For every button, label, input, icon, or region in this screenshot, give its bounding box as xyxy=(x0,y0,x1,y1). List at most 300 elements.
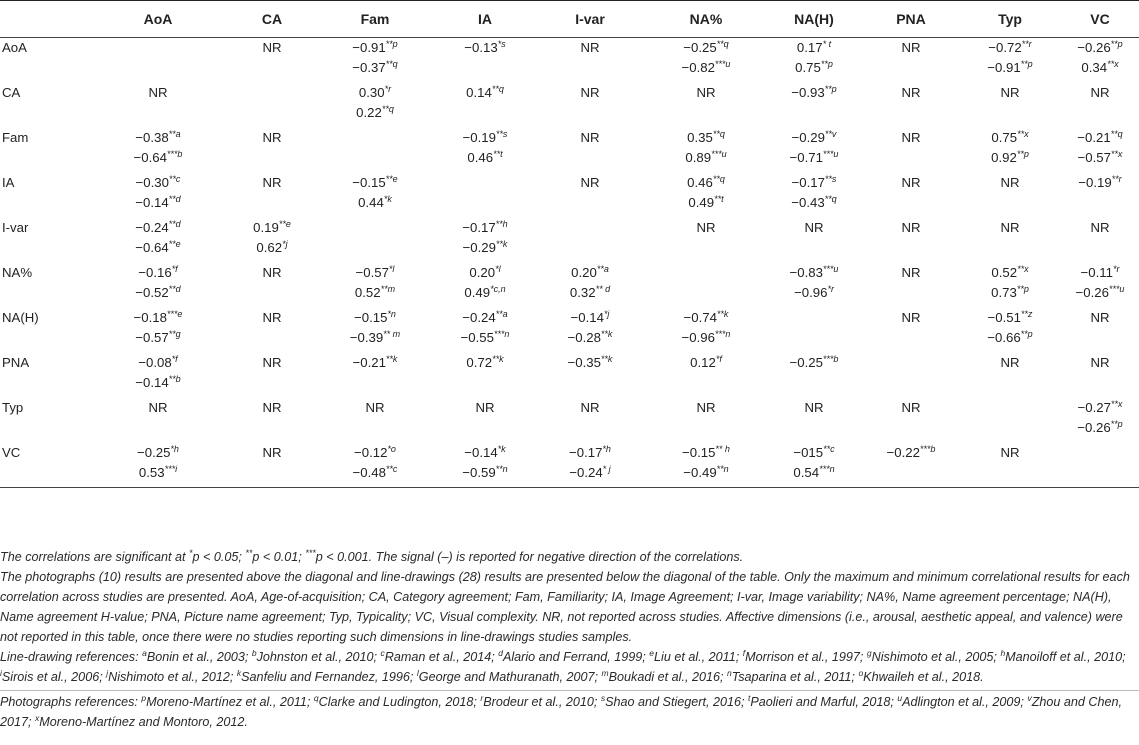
table-cell xyxy=(313,83,437,128)
cell-value: NR xyxy=(696,219,716,235)
table-cell xyxy=(1061,443,1139,488)
table-cell xyxy=(765,128,863,173)
reference-item: $^h$Manoiloff et al., 2010; xyxy=(1000,648,1126,664)
cell-value: $-0.21^{**k}$ xyxy=(352,353,398,370)
cell-value: $-0.48^{**c}$ xyxy=(352,463,398,480)
cell-value: NR xyxy=(148,399,168,415)
table-row xyxy=(0,398,1139,443)
table-cell xyxy=(231,83,313,128)
significance-superscript: **t xyxy=(493,148,503,159)
significance-superscript: ** d xyxy=(595,283,611,294)
cell-value: 0.49$^{**t}$ xyxy=(688,193,724,210)
column-header: VC xyxy=(1061,1,1139,38)
note-text: p < 0.001. The signal (–) is reported for negative direction of the correlations. xyxy=(315,550,744,564)
significance-superscript: * t xyxy=(822,39,832,49)
cell-value: NR xyxy=(901,40,921,55)
significance-superscript: **a xyxy=(168,128,181,139)
cell-value: NR xyxy=(365,399,385,415)
cell-value: NR xyxy=(1090,354,1110,370)
cell-value: $-0.57^{**g}$ xyxy=(135,328,181,345)
cell-value: NR xyxy=(580,40,600,55)
cell-value: $-0.96^{*r}$ xyxy=(794,283,834,300)
column-header: NA% xyxy=(647,1,765,38)
cell-value: NR xyxy=(262,40,282,55)
significance-superscript: *r xyxy=(1112,263,1120,274)
cell-value: $-0.08^{*f}$ xyxy=(138,353,178,370)
cell-value: $-0.26^{***u}$ xyxy=(1075,283,1125,300)
cell-value: $-0.64^{***b}$ xyxy=(133,148,183,165)
cell-value: NR xyxy=(901,309,921,325)
table-row xyxy=(0,83,1139,128)
table-cell xyxy=(863,218,959,263)
cell-value: 0.73$^{**p}$ xyxy=(991,283,1029,300)
table-cell xyxy=(85,398,231,443)
cell-value: NR xyxy=(1090,219,1110,235)
cell-value: 0.75$^{**p}$ xyxy=(795,59,833,75)
cell-value: NR xyxy=(1090,84,1110,100)
significance-superscript: **q xyxy=(381,103,394,114)
cell-value: $-0.93^{**p}$ xyxy=(791,83,837,100)
cell-value: $-0.27^{**x}$ xyxy=(1077,398,1123,415)
table-row xyxy=(0,173,1139,218)
cell-value: NR xyxy=(901,174,921,190)
table-row xyxy=(0,263,1139,308)
cell-value: $-0.49^{**n}$ xyxy=(683,463,729,480)
table-cell xyxy=(85,128,231,173)
table-cell xyxy=(765,263,863,308)
significance-superscript: **p xyxy=(824,83,837,94)
table-notes xyxy=(0,547,1139,732)
reference-item: $^a$Bonin et al., 2003; xyxy=(142,648,252,664)
cell-value: 0.30$^{*r}$ xyxy=(358,83,392,100)
significance-superscript: **x xyxy=(1107,59,1119,69)
table-cell xyxy=(863,263,959,308)
significance-superscript: **v xyxy=(824,128,837,139)
table-cell xyxy=(313,128,437,173)
row-label: IA xyxy=(2,174,15,190)
table-cell xyxy=(437,173,533,218)
significance-superscript: **p xyxy=(1016,283,1029,294)
significance-superscript: **p xyxy=(1110,39,1123,49)
cell-value: 0.72$^{**k}$ xyxy=(466,353,504,370)
cell-value: 0.32$^{** d}$ xyxy=(569,283,611,300)
cell-value: NR xyxy=(262,354,282,370)
table-cell xyxy=(959,308,1061,353)
table-cell xyxy=(437,128,533,173)
photograph-references xyxy=(0,690,1139,732)
cell-value: $-0.14^{**d}$ xyxy=(135,193,181,210)
significance-superscript: **q xyxy=(712,128,725,139)
table-cell xyxy=(231,353,313,398)
table-cell xyxy=(437,83,533,128)
table-cell xyxy=(533,218,647,263)
cell-value: $-0.14^{*k}$ xyxy=(464,443,506,460)
cell-value: $-0.24^{* j}$ xyxy=(569,463,611,480)
cell-value: $-0.15^{**e}$ xyxy=(352,173,398,190)
significance-superscript: **x xyxy=(1110,398,1123,409)
cell-value: NR xyxy=(262,129,282,145)
cell-value: NR xyxy=(580,129,600,145)
column-header: Typ xyxy=(959,1,1061,38)
significance-superscript: **m xyxy=(380,283,396,294)
header-row xyxy=(0,1,1139,38)
table-cell xyxy=(437,308,533,353)
table-cell xyxy=(313,218,437,263)
cell-value: $-0.24^{**d}$ xyxy=(135,218,181,235)
table-cell xyxy=(533,173,647,218)
table-cell xyxy=(437,443,533,488)
cell-value: $-0.82^{***u}$ xyxy=(681,59,731,75)
line-drawing-references xyxy=(0,647,1139,687)
cell-value: $-0.57^{**x}$ xyxy=(1077,148,1123,165)
table-cell xyxy=(231,443,313,488)
table-cell xyxy=(959,263,1061,308)
table-cell xyxy=(533,128,647,173)
significance-superscript: **n xyxy=(495,463,508,474)
table-cell xyxy=(647,83,765,128)
cell-value: $-0.30^{**c}$ xyxy=(135,173,181,190)
cell-value: $-0.12^{*o}$ xyxy=(354,443,396,460)
table-cell xyxy=(959,173,1061,218)
table-cell xyxy=(437,353,533,398)
row-label: AoA xyxy=(2,40,27,55)
significance-superscript: **s xyxy=(824,173,837,184)
table-cell xyxy=(1061,218,1139,263)
table-cell xyxy=(313,443,437,488)
table-cell xyxy=(765,38,863,83)
significance-superscript: *f xyxy=(715,353,722,364)
table-cell xyxy=(313,308,437,353)
table-cell xyxy=(647,308,765,353)
table-cell xyxy=(647,128,765,173)
table-cell xyxy=(959,128,1061,173)
row-label: Typ xyxy=(2,399,24,415)
cell-value: NR xyxy=(148,84,168,100)
table-cell xyxy=(959,38,1061,83)
table-cell xyxy=(959,218,1061,263)
significance-superscript: **p xyxy=(1110,418,1123,429)
cell-value: $-0.55^{***n}$ xyxy=(460,328,510,345)
table-cell xyxy=(1061,173,1139,218)
significance-superscript: ***u xyxy=(822,263,839,274)
cell-value: 0.34$^{**x}$ xyxy=(1081,59,1119,75)
table-cell xyxy=(959,398,1061,443)
cell-value: 0.44$^{*k}$ xyxy=(358,193,392,210)
reference-item: $^m$Boukadi et al., 2016; xyxy=(601,668,727,684)
cell-value: $-0.64^{**e}$ xyxy=(135,238,181,255)
cell-value: NR xyxy=(804,399,824,415)
cell-value: $-0.15^{*n}$ xyxy=(354,308,396,325)
column-header: CA xyxy=(231,1,313,38)
cell-value: NR xyxy=(901,129,921,145)
significance-superscript: **k xyxy=(600,353,613,364)
cell-value: NR xyxy=(262,399,282,415)
reference-item: $^t$Paolieri and Marful, 2018; xyxy=(747,693,898,709)
table-cell xyxy=(959,83,1061,128)
significance-superscript: **q xyxy=(712,173,725,184)
table-cell xyxy=(863,38,959,83)
table-cell xyxy=(533,83,647,128)
table-cell xyxy=(765,308,863,353)
significance-superscript: **e xyxy=(278,218,291,229)
cell-value: NR xyxy=(580,174,600,190)
cell-value: $-0.25^{**q}$ xyxy=(683,39,729,55)
cell-value: NR xyxy=(1090,309,1110,325)
significance-superscript: **q xyxy=(385,59,398,69)
cell-value: NR xyxy=(1000,174,1020,190)
row-label: Fam xyxy=(2,129,29,145)
reference-item: $^g$Nishimoto et al., 2005; xyxy=(866,648,1001,664)
significance-superscript: **d xyxy=(168,283,181,294)
significance-superscript: **d xyxy=(168,218,181,229)
significance-superscript: **x xyxy=(1017,263,1029,274)
table-cell xyxy=(1061,398,1139,443)
significance-superscript: ***b xyxy=(166,148,183,159)
table-cell xyxy=(765,83,863,128)
table-cell xyxy=(765,443,863,488)
table-row xyxy=(0,443,1139,488)
significance-superscript: ***b xyxy=(822,353,839,364)
cell-value: $-0.17^{*h}$ xyxy=(569,443,611,460)
note-text: p < 0.01; xyxy=(252,550,306,564)
cell-value: 0.35$^{**q}$ xyxy=(687,128,725,145)
significance-superscript: *r xyxy=(384,83,392,94)
significance-superscript: ***n xyxy=(714,328,731,339)
table-cell xyxy=(647,218,765,263)
table-cell xyxy=(85,263,231,308)
table-cell xyxy=(437,218,533,263)
cell-value: $-0.24^{**a}$ xyxy=(462,308,508,325)
significance-superscript: ***n xyxy=(493,328,510,339)
cell-value: 0.12$^{*f}$ xyxy=(690,353,722,370)
table-cell xyxy=(533,308,647,353)
table-cell xyxy=(231,218,313,263)
cell-value: $-015^{**c}$ xyxy=(793,443,835,460)
table-cell xyxy=(85,83,231,128)
cell-value: 0.22$^{**q}$ xyxy=(356,103,394,120)
cell-value: $-0.21^{**q}$ xyxy=(1077,128,1123,145)
cell-value: $-0.52^{**d}$ xyxy=(135,283,181,300)
significance-superscript: ***e xyxy=(166,308,183,319)
cell-value: 0.49$^{*c,n}$ xyxy=(464,283,506,300)
reference-item: $^u$Adlington et al., 2009; xyxy=(897,693,1028,709)
cell-value: NR xyxy=(901,264,921,280)
table-cell xyxy=(647,353,765,398)
significance-superscript: **h xyxy=(495,218,508,229)
table-row xyxy=(0,353,1139,398)
photo-references-heading: Photographs references: xyxy=(0,695,142,709)
cell-value: $-0.14^{*j}$ xyxy=(570,308,610,325)
significance-note xyxy=(0,547,1139,567)
table-cell xyxy=(85,308,231,353)
table-cell xyxy=(231,263,313,308)
cell-value: $-0.17^{**h}$ xyxy=(462,218,508,235)
reference-item: $^o$Khwaileh et al., 2018. xyxy=(858,668,984,684)
significance-superscript: **r xyxy=(1021,39,1032,49)
table-cell xyxy=(863,398,959,443)
reference-item: $^c$Raman et al., 2014; xyxy=(380,648,499,664)
reference-item: $^e$Liu et al., 2011; xyxy=(649,648,743,664)
significance-superscript: **k xyxy=(385,353,398,364)
cell-value: $-0.11^{*r}$ xyxy=(1080,263,1120,280)
cell-value: $-0.17^{**s}$ xyxy=(791,173,837,190)
cell-value: 0.92$^{**p}$ xyxy=(991,148,1029,165)
significance-superscript: **n xyxy=(716,463,729,474)
table-cell xyxy=(313,173,437,218)
reference-item: $^f$Morrison et al., 1997; xyxy=(742,648,867,664)
significance-superscript: ** h xyxy=(715,443,730,454)
significance-superscript: ***u xyxy=(1108,283,1125,294)
table-cell xyxy=(647,398,765,443)
column-header: NA(H) xyxy=(765,1,863,38)
row-label: PNA xyxy=(2,354,30,370)
cell-value: $-0.57^{*l}$ xyxy=(355,263,395,280)
table-cell xyxy=(533,263,647,308)
table-cell xyxy=(85,353,231,398)
significance-superscript: **e xyxy=(168,238,181,249)
note-superscript: ** xyxy=(245,548,253,558)
significance-superscript: **t xyxy=(714,193,724,204)
cell-value: NR xyxy=(1000,444,1020,460)
table-cell xyxy=(1061,263,1139,308)
significance-superscript: *n xyxy=(387,308,396,319)
significance-superscript: **d xyxy=(168,193,181,204)
row-label: NA% xyxy=(2,264,33,280)
significance-superscript: *h xyxy=(170,443,179,454)
line-references-heading: Line-drawing references: xyxy=(0,650,143,664)
cell-value: $-0.26^{**p}$ xyxy=(1077,418,1123,435)
cell-value: NR xyxy=(1000,84,1020,100)
significance-superscript: **p xyxy=(820,59,833,69)
cell-value: $-0.83^{***u}$ xyxy=(789,263,839,280)
significance-superscript: **r xyxy=(1111,173,1122,184)
cell-value: $-0.19^{**r}$ xyxy=(1078,173,1122,190)
cell-value: 0.14$^{**q}$ xyxy=(466,83,504,100)
table-cell xyxy=(959,353,1061,398)
table-cell xyxy=(313,353,437,398)
column-header: Fam xyxy=(313,1,437,38)
significance-superscript: **a xyxy=(495,308,508,319)
cell-value: NR xyxy=(1000,354,1020,370)
table-cell xyxy=(231,308,313,353)
reference-item: $^i$Sirois et al., 2006; xyxy=(0,668,107,684)
cell-value: NR xyxy=(901,219,921,235)
reference-item: $^l$George and Mathuranath, 2007; xyxy=(416,668,602,684)
table-cell xyxy=(1061,308,1139,353)
table-cell xyxy=(437,398,533,443)
significance-superscript: *j xyxy=(603,308,610,319)
table-cell xyxy=(1061,38,1139,83)
significance-superscript: ***i xyxy=(164,463,178,474)
table-cell xyxy=(533,398,647,443)
significance-superscript: **k xyxy=(716,308,729,319)
reference-item: $^q$Clarke and Ludington, 2018; xyxy=(313,693,481,709)
cell-value: $-0.43^{**q}$ xyxy=(791,193,837,210)
significance-superscript: **c xyxy=(385,463,398,474)
row-label: I-var xyxy=(2,219,29,235)
cell-value: 0.20$^{*l}$ xyxy=(469,263,501,280)
cell-value: NR xyxy=(262,174,282,190)
cell-value: $-0.66^{**p}$ xyxy=(987,328,1033,345)
significance-superscript: *o xyxy=(387,443,396,454)
significance-superscript: *l xyxy=(388,263,395,274)
cell-value: $-0.72^{**r}$ xyxy=(988,39,1032,55)
significance-superscript: **p xyxy=(1016,148,1029,159)
significance-superscript: **k xyxy=(492,353,504,364)
table-cell xyxy=(647,173,765,218)
table-cell xyxy=(765,173,863,218)
cell-value: $-0.91^{**p}$ xyxy=(987,59,1033,75)
cell-value: NR xyxy=(1000,219,1020,235)
table-row xyxy=(0,128,1139,173)
cell-value: $-0.18^{***e}$ xyxy=(133,308,183,325)
significance-superscript: *c,n xyxy=(490,283,506,294)
cell-value: NR xyxy=(901,399,921,415)
table-cell xyxy=(647,443,765,488)
table-cell xyxy=(313,263,437,308)
cell-value: $-0.13^{*s}$ xyxy=(464,39,506,55)
significance-superscript: **x xyxy=(1017,128,1029,139)
table-cell xyxy=(863,128,959,173)
significance-superscript: **c xyxy=(168,173,181,184)
column-header: I-var xyxy=(533,1,647,38)
cell-value: $-0.29^{**v}$ xyxy=(791,128,837,145)
cell-value: $-0.22^{***b}$ xyxy=(886,443,936,460)
cell-value: 0.54$^{***n}$ xyxy=(793,463,835,480)
table-cell xyxy=(959,443,1061,488)
significance-superscript: **p xyxy=(385,39,398,49)
cell-value: 0.52$^{**x}$ xyxy=(991,263,1029,280)
significance-superscript: **k xyxy=(600,328,613,339)
table-cell xyxy=(863,173,959,218)
table-cell xyxy=(313,398,437,443)
significance-superscript: ** m xyxy=(383,328,401,339)
significance-superscript: ***n xyxy=(819,463,835,474)
table-cell xyxy=(533,443,647,488)
cell-value: 0.17$^{* t}$ xyxy=(796,39,832,55)
significance-superscript: * j xyxy=(602,463,611,474)
reference-item: $^x$Moreno-Martínez and Montoro, 2012. xyxy=(35,713,248,729)
corner-cell xyxy=(0,1,85,38)
reference-item: $^j$Nishimoto et al., 2012; xyxy=(106,668,237,684)
reference-item: $^s$Shao and Stiegert, 2016; xyxy=(600,693,748,709)
reference-item: $^v$Zhou and Chen, 2017; xyxy=(0,693,1123,729)
significance-superscript: **c xyxy=(823,443,835,454)
cell-value: $-0.91^{**p}$ xyxy=(352,39,398,55)
row-label: VC xyxy=(0,443,85,488)
cell-value: $-0.35^{**k}$ xyxy=(567,353,613,370)
cell-value: NR xyxy=(804,219,824,235)
significance-superscript: **p xyxy=(1020,328,1033,339)
significance-superscript: *s xyxy=(497,39,506,49)
row-label: CA xyxy=(2,84,21,100)
significance-superscript: **g xyxy=(168,328,181,339)
reference-item: $^d$Alario and Ferrand, 1999; xyxy=(498,648,650,664)
cell-value: $-0.28^{**k}$ xyxy=(567,328,613,345)
cell-value: NR xyxy=(580,84,600,100)
significance-superscript: **b xyxy=(168,373,181,384)
significance-superscript: **e xyxy=(385,173,398,184)
cell-value: 0.53$^{***i}$ xyxy=(138,463,178,480)
table-cell xyxy=(765,353,863,398)
cell-value: $-0.29^{**k}$ xyxy=(462,238,508,255)
table-cell xyxy=(765,218,863,263)
significance-superscript: *l xyxy=(495,263,501,274)
cell-value: $-0.71^{***u}$ xyxy=(789,148,839,165)
table-cell xyxy=(231,173,313,218)
table-cell xyxy=(1061,83,1139,128)
table-cell xyxy=(85,218,231,263)
